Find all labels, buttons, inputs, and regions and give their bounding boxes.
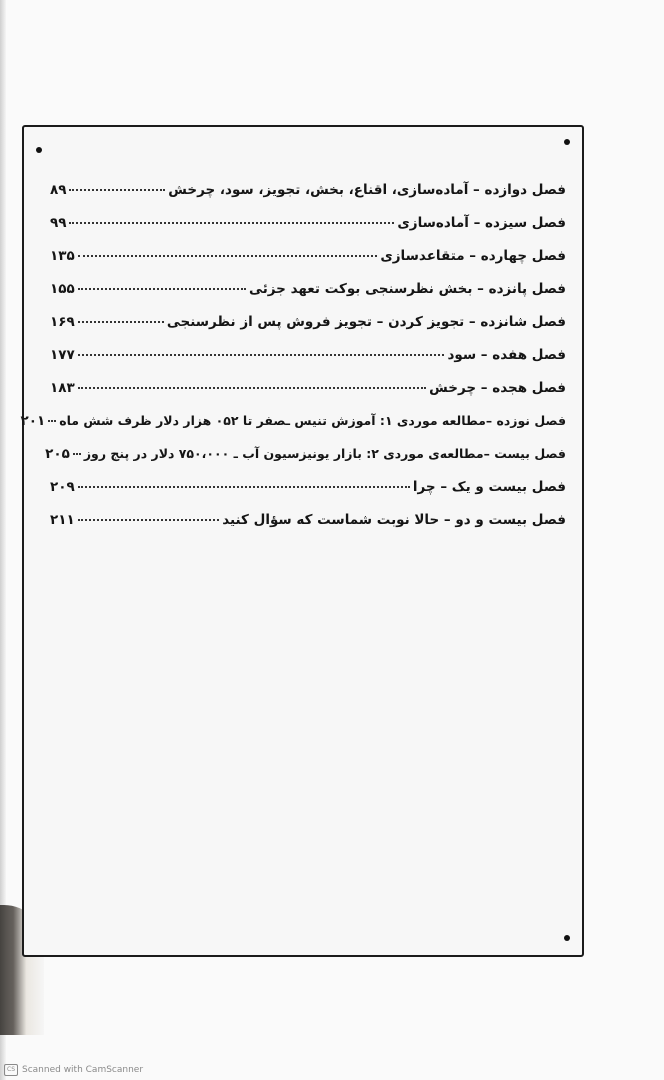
corner-dot-top-left <box>36 147 42 153</box>
dot-leader <box>78 255 378 257</box>
toc-entry-chapter-22 <box>50 512 566 545</box>
toc-entry-title: فصل بیست و دو – حالا نوبت شماست که سؤال کنید <box>222 512 566 528</box>
toc-entry-title: فصل هجده – چرخش <box>429 380 566 396</box>
corner-dot-bottom-right <box>564 935 570 941</box>
dot-leader <box>78 486 410 488</box>
toc-entry-title: فصل دوازده – آماده‌سازی، اقناع، بخش، تجویز، سود، چرخش <box>168 182 566 198</box>
toc-entry-page: ۲۰۵ <box>45 446 70 462</box>
toc-entry-chapter-21 <box>50 479 566 512</box>
toc-entry-page: ۱۳۵ <box>50 248 75 264</box>
toc-entry-page: ۱۸۳ <box>50 380 75 396</box>
toc-entry-title: فصل سیزده – آماده‌سازی <box>397 215 566 231</box>
toc-entry-page: ۲۰۱ <box>20 413 46 429</box>
toc-entry-page: ۲۰۹ <box>50 479 75 495</box>
toc-entry-chapter-13 <box>50 215 566 248</box>
page-frame <box>22 125 584 957</box>
toc-entry-chapter-16 <box>50 314 566 347</box>
toc-entry-chapter-15 <box>50 281 566 314</box>
toc-entry-page: ۱۵۵ <box>50 281 75 297</box>
toc-entry-title: فصل بیست –مطالعه‌ی موردی ۲: بازار یونیزسیون آب ـ ۷۵۰،۰۰۰ دلار در پنج روز <box>83 446 566 461</box>
toc-entry-chapter-14 <box>50 248 566 281</box>
dot-leader <box>78 354 445 356</box>
toc-entry-title: فصل چهارده – متقاعدسازی <box>380 248 566 264</box>
corner-dot-top-right <box>564 139 570 145</box>
toc-entry-page: ۹۹ <box>50 215 67 231</box>
toc-entry-page: ۲۱۱ <box>50 512 75 528</box>
toc-entry-chapter-19 <box>20 413 566 446</box>
dot-leader <box>73 453 81 455</box>
dot-leader <box>78 519 220 521</box>
watermark-text: Scanned with CamScanner <box>22 1065 144 1075</box>
camscanner-logo-icon: CS <box>4 1064 18 1076</box>
dot-leader <box>78 387 426 389</box>
scanner-watermark <box>4 1064 143 1076</box>
toc-entry-page: ۸۹ <box>50 182 67 198</box>
toc-entry-chapter-17 <box>50 347 566 380</box>
toc-entry-title: فصل شانزده – تجویز کردن – تجویز فروش پس از نظرسنجی <box>166 314 566 330</box>
dot-leader <box>78 288 246 290</box>
dot-leader <box>69 222 394 224</box>
toc-entry-chapter-12 <box>50 182 566 215</box>
toc-entry-title: فصل پانزده – بخش نظرسنجی بوکت تعهد جزئی <box>249 281 566 297</box>
dot-leader <box>69 189 165 191</box>
toc-entry-title: فصل نوزده –مطالعه موردی ۱: آموزش تنیس ـصفر تا ۰۵۲ هزار دلار ظرف شش ماه <box>59 413 566 428</box>
table-of-contents <box>20 182 566 545</box>
toc-entry-page: ۱۷۷ <box>50 347 75 363</box>
toc-entry-title: فصل بیست و یک – چرا <box>412 479 566 495</box>
dot-leader <box>48 420 56 422</box>
dot-leader <box>78 321 164 323</box>
toc-entry-title: فصل هفده – سود <box>447 347 566 363</box>
toc-entry-chapter-20 <box>45 446 566 479</box>
toc-entry-page: ۱۶۹ <box>50 314 75 330</box>
toc-entry-chapter-18 <box>50 380 566 413</box>
